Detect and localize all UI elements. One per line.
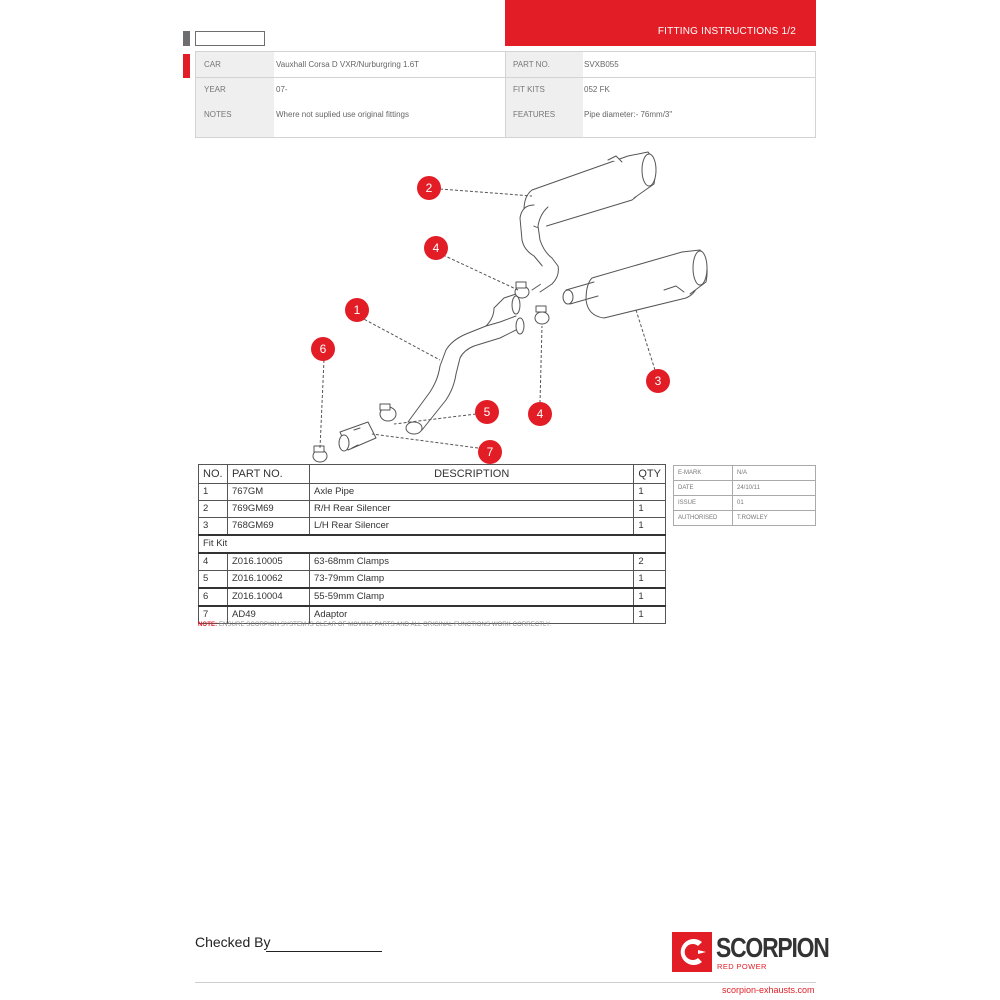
callout-label-4-upper: 4: [432, 241, 440, 255]
callout-label-4-lower: 4: [536, 407, 544, 421]
clamp-4-lower: [535, 306, 549, 324]
row-part-no: 769GM69: [228, 501, 310, 518]
row-qty: 2: [634, 553, 666, 571]
features-value: Pipe diameter:- 76mm/3": [584, 110, 673, 119]
car-label: CAR: [204, 60, 221, 69]
table-row: [199, 501, 666, 518]
footer-divider: [195, 982, 816, 983]
issue-label: ISSUE: [674, 496, 733, 511]
row-no: 3: [199, 518, 228, 536]
vehicle-info-table: [195, 51, 816, 138]
row-description: Adaptor: [310, 606, 634, 624]
brand-tagline: RED POWER: [717, 962, 767, 971]
header-part-no: PART NO.: [228, 465, 310, 484]
header-qty: QTY: [634, 465, 666, 484]
table-row: [674, 481, 816, 496]
row-qty: 1: [634, 518, 666, 536]
header-accent-red: [183, 54, 190, 78]
row-qty: 1: [634, 484, 666, 501]
row-no: 1: [199, 484, 228, 501]
logo-placeholder-box: [195, 31, 265, 46]
header-description: DESCRIPTION: [310, 465, 634, 484]
callout-label-2: 2: [425, 181, 433, 195]
row-part-no: Z016.10004: [228, 588, 310, 606]
year-value: 07-: [276, 85, 288, 94]
callout-6: [311, 337, 335, 361]
date-label: DATE: [674, 481, 733, 496]
emark-label: E-MARK: [674, 466, 733, 481]
row-part-no: 768GM69: [228, 518, 310, 536]
checked-by-label: Checked By: [195, 934, 271, 950]
issue-info-table: [673, 465, 816, 526]
callout-label-1: 1: [353, 303, 361, 317]
row-qty: 1: [634, 588, 666, 606]
row-no: 7: [199, 606, 228, 624]
brand-name: SCORPION: [716, 932, 829, 963]
lh-rear-silencer-part: [563, 250, 707, 318]
row-qty: 1: [634, 501, 666, 518]
table-row: [199, 484, 666, 501]
table-row: [199, 571, 666, 589]
row-part-no: 767GM: [228, 484, 310, 501]
row-description: 73-79mm Clamp: [310, 571, 634, 589]
row-description: Axle Pipe: [310, 484, 634, 501]
notes-label: NOTES: [204, 110, 232, 119]
issue-value: 01: [733, 496, 816, 511]
callout-label-7: 7: [486, 445, 494, 459]
header-accent-grey: [183, 31, 190, 46]
note-text: ENSURE SCORPION SYSTEM IS CLEAR OF MOVING PARTS AND ALL ORIGINAL FUNCTIONS WORK CORRECTLY.: [217, 622, 552, 628]
row-no: 4: [199, 553, 228, 571]
table-row: [674, 496, 816, 511]
row-part-no: Z016.10005: [228, 553, 310, 571]
parts-table: [198, 464, 666, 624]
table-row: [199, 588, 666, 606]
fit-kit-label: Fit Kit: [199, 535, 666, 553]
callout-label-3: 3: [654, 374, 662, 388]
axle-pipe-part: [406, 294, 524, 434]
table-row: [199, 606, 666, 624]
clamp-5: [380, 404, 396, 421]
emark-value: N/A: [733, 466, 816, 481]
part-no-label: PART NO.: [513, 60, 550, 69]
note-label: NOTE:: [198, 622, 218, 628]
callout-4-upper: [424, 236, 448, 260]
authorised-value: T.ROWLEY: [733, 511, 816, 526]
year-label: YEAR: [204, 85, 226, 94]
row-description: L/H Rear Silencer: [310, 518, 634, 536]
row-no: 6: [199, 588, 228, 606]
table-row: [674, 466, 816, 481]
callout-label-6: 6: [319, 342, 327, 356]
header-no: NO.: [199, 465, 228, 484]
fit-kits-label: FIT KITS: [513, 85, 545, 94]
row-qty: 1: [634, 606, 666, 624]
callout-4-lower: [528, 402, 552, 426]
row-description: 55-59mm Clamp: [310, 588, 634, 606]
fit-kit-section-row: [199, 535, 666, 553]
row-part-no: AD49: [228, 606, 310, 624]
scorpion-logo-icon: [672, 932, 712, 972]
authorised-label: AUTHORISED: [674, 511, 733, 526]
callout-3: [646, 369, 670, 393]
features-label: FEATURES: [513, 110, 556, 119]
header-banner: [505, 0, 816, 46]
callout-2: [417, 176, 441, 200]
callout-5: [475, 400, 499, 424]
callout-7: [478, 440, 502, 464]
row-description: 63-68mm Clamps: [310, 553, 634, 571]
table-row: [199, 518, 666, 536]
table-row: [674, 511, 816, 526]
row-no: 2: [199, 501, 228, 518]
document-title: FITTING INSTRUCTIONS 1/2: [657, 26, 796, 37]
callout-1: [345, 298, 369, 322]
table-row: [199, 553, 666, 571]
notes-value: Where not suplied use original fittings: [276, 110, 409, 119]
callout-label-5: 5: [483, 405, 491, 419]
row-part-no: Z016.10062: [228, 571, 310, 589]
row-qty: 1: [634, 571, 666, 589]
car-value: Vauxhall Corsa D VXR/Nurburgring 1.6T: [276, 60, 420, 69]
clamp-6: [313, 446, 327, 462]
website-link[interactable]: scorpion-exhausts.com: [722, 985, 815, 995]
date-value: 24/10/11: [733, 481, 816, 496]
row-description: R/H Rear Silencer: [310, 501, 634, 518]
adaptor-part: [339, 422, 376, 451]
row-no: 5: [199, 571, 228, 589]
part-no-value: SVXB055: [584, 60, 619, 69]
exhaust-exploded-diagram: [190, 145, 750, 470]
signature-line: [266, 951, 382, 952]
safety-note: [198, 622, 551, 628]
fit-kits-value: 052 FK: [584, 85, 610, 94]
parts-table-header: [199, 465, 666, 484]
